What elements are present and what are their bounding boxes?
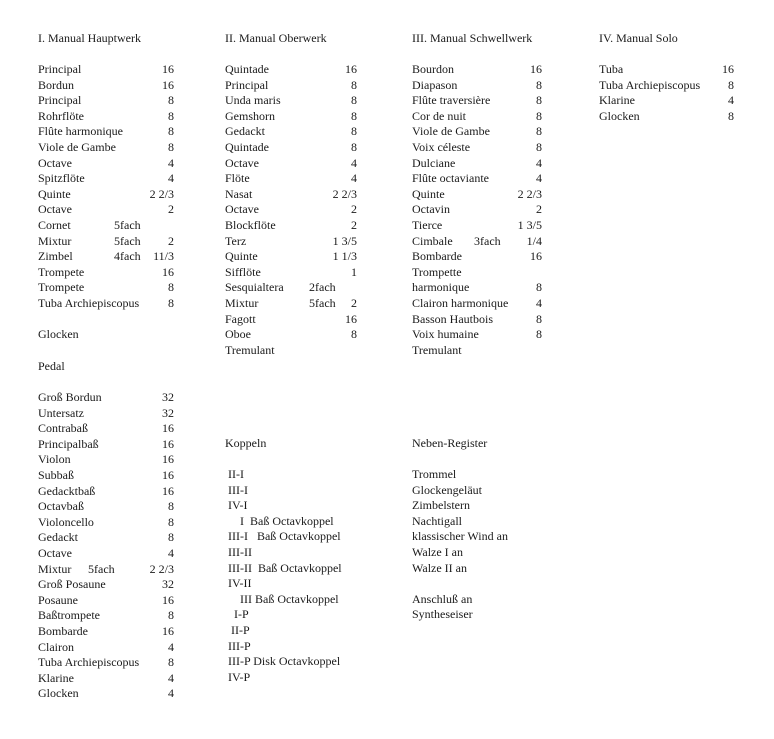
stop-size: 8 [728, 108, 734, 123]
stop-name: Mixtur [225, 295, 259, 310]
coupler-item-text: III-P [225, 638, 251, 653]
coupler-item-text: IV-II [225, 576, 252, 591]
stop-name: Unda maris [225, 93, 281, 108]
stop-mixture: 5fach [309, 295, 336, 310]
coupler-item-text: III-I Baß Octavkoppel [225, 529, 341, 544]
stop-name: Baßtrompete [38, 608, 100, 623]
auxiliary-register-item-text: Zimbelstern [412, 498, 470, 513]
stop-name: Fagott [225, 311, 256, 326]
stop-size: 2 [351, 217, 357, 232]
stop-name: Blockflöte [225, 217, 276, 232]
stop-mixture: 5fach [114, 233, 141, 248]
stop-size: 1 3/5 [517, 217, 542, 232]
stop-size: 2 2/3 [517, 186, 542, 201]
stop-size: 2 2/3 [149, 561, 174, 576]
stop-name: Basson Hautbois [412, 311, 493, 326]
auxiliary-register-item-text: Walze I an [412, 544, 463, 559]
stop-name: Violon [38, 452, 71, 467]
coupler-item-text: I Baß Octavkoppel [225, 513, 334, 528]
koppeln-title: Koppeln [225, 436, 267, 450]
auxiliary-register-item-text: Trommel [412, 467, 457, 481]
stop-name: Principal [38, 62, 82, 76]
stop-size: 8 [536, 327, 542, 342]
stop-name: Nasat [225, 186, 253, 201]
stop-name: Flöte [225, 171, 250, 186]
stop-size: 16 [162, 467, 174, 482]
solo-title: IV. Manual Solo [599, 31, 678, 45]
coupler-item-text: III-P Disk Octavkoppel [225, 654, 341, 669]
hauptwerk-title: I. Manual Hauptwerk [38, 31, 141, 45]
stop-name: Terz [225, 233, 247, 248]
stop-name: Tremulant [412, 342, 462, 357]
stop-size: 1 1/3 [332, 249, 357, 264]
stop-name: Voix humaine [412, 327, 479, 342]
auxiliary-register-item-text: Nachtigall [412, 513, 462, 528]
stop-size: 8 [168, 655, 174, 670]
stop-name: Contrabaß [38, 421, 88, 436]
stop-name: Mixtur [38, 233, 72, 248]
stop-size: 8 [536, 280, 542, 295]
stop-name: Octave [225, 155, 259, 170]
stop-size: 32 [162, 577, 174, 592]
stop-size: 16 [162, 483, 174, 498]
stop-size: 4 [536, 171, 542, 186]
coupler-item-text: II-I [225, 467, 244, 481]
stop-name: Octave [38, 155, 72, 170]
stop-name: Octavbaß [38, 499, 84, 514]
stop-name: Subbaß [38, 467, 74, 482]
stop-name: Zimbel [38, 249, 73, 264]
stop-size: 8 [168, 608, 174, 623]
auxiliary-register-item-text: Syntheseiser [412, 607, 473, 622]
stop-name: Glocken [599, 108, 640, 123]
stop-name: harmonique [412, 280, 470, 295]
coupler-item-text: I-P [225, 607, 249, 622]
coupler-item-text: II-P [225, 622, 250, 637]
stop-size: 8 [351, 108, 357, 123]
stop-name: Glocken [38, 686, 79, 701]
stop-mixture: 2fach [309, 280, 336, 295]
stop-mixture: 4fach [114, 249, 141, 264]
stop-size: 16 [345, 62, 357, 76]
stop-size: 4 [351, 155, 357, 170]
coupler-item-text: III-I [225, 482, 248, 497]
stop-size: 8 [351, 139, 357, 154]
stop-size: 8 [351, 124, 357, 139]
stop-size: 16 [162, 62, 174, 76]
stop-name: Gedacktbaß [38, 483, 96, 498]
stop-name: Groß Posaune [38, 577, 106, 592]
stop-size: 8 [536, 108, 542, 123]
stop-name: Flûte harmonique [38, 124, 123, 139]
stop-name: Cimbale [412, 233, 453, 248]
stop-size: 4 [168, 639, 174, 654]
stop-size: 2 [168, 233, 174, 248]
stop-name: Viole de Gambe [38, 139, 116, 154]
stop-name: Viole de Gambe [412, 124, 490, 139]
coupler-item-text: IV-P [225, 669, 251, 684]
stop-size: 8 [168, 108, 174, 123]
stop-size: 8 [168, 514, 174, 529]
stop-size: 4 [728, 93, 734, 108]
stop-name: Klarine [599, 93, 635, 108]
stop-size: 8 [536, 93, 542, 108]
stop-size: 4 [168, 686, 174, 701]
stop-name: Quintade [225, 139, 269, 154]
stop-size: 2 [536, 202, 542, 217]
stop-mixture: 5fach [88, 561, 115, 576]
stop-size: 32 [162, 405, 174, 420]
stop-size: 4 [536, 295, 542, 310]
stop-name: Tuba Archiepiscopus [38, 295, 140, 310]
stop-size: 8 [536, 311, 542, 326]
stop-size: 16 [530, 62, 542, 76]
stop-size: 4 [168, 545, 174, 560]
stop-size: 8 [351, 327, 357, 342]
stop-size: 2 [351, 295, 357, 310]
stop-size: 2 2/3 [332, 186, 357, 201]
neben-register-title: Neben-Register [412, 436, 488, 450]
stop-name: Clairon harmonique [412, 295, 509, 310]
stop-size: 16 [530, 249, 542, 264]
stop-name: Tremulant [225, 342, 275, 357]
stop-size: 16 [162, 421, 174, 436]
stop-size: 32 [162, 390, 174, 404]
stop-name: Dulciane [412, 155, 456, 170]
stop-name: Tierce [412, 217, 443, 232]
stop-name: Quinte [412, 186, 445, 201]
stop-size: 1/4 [526, 233, 542, 248]
stop-name: Flûte traversière [412, 93, 491, 108]
stop-name: Clairon [38, 639, 74, 654]
stop-name: Quinte [38, 186, 71, 201]
stop-size: 8 [168, 124, 174, 139]
stop-name: Tuba Archiepiscopus [599, 77, 701, 92]
stop-size: 8 [168, 93, 174, 108]
stop-size: 8 [351, 77, 357, 92]
pedal-title: Pedal [38, 359, 65, 373]
column-hauptwerk-pedal [38, 0, 178, 739]
stop-mixture: 5fach [114, 217, 141, 232]
stop-name: Principalbaß [38, 436, 99, 451]
stop-name: Trompete [38, 264, 85, 279]
hauptwerk-glocken: Glocken [38, 327, 79, 341]
stop-name: Sesquialtera [225, 280, 284, 295]
stop-name: Mixtur [38, 561, 72, 576]
stop-name: Bombarde [412, 249, 462, 264]
stop-name: Octave [38, 202, 72, 217]
stop-name: Groß Bordun [38, 390, 102, 404]
stop-name: Gedackt [38, 530, 78, 545]
stop-name: Octave [38, 545, 72, 560]
column-schwellwerk-neben [412, 0, 552, 739]
stop-size: 4 [168, 171, 174, 186]
stop-name: Trompette [412, 264, 462, 279]
auxiliary-register-item-text: Anschluß an [412, 591, 473, 606]
stop-name: Tuba [599, 62, 624, 76]
stop-name: Untersatz [38, 405, 84, 420]
stop-size: 8 [351, 93, 357, 108]
stop-name: Principal [225, 77, 269, 92]
stop-size: 11/3 [153, 249, 174, 264]
stop-size: 8 [536, 77, 542, 92]
coupler-item-text: IV-I [225, 498, 248, 513]
stop-size: 2 [168, 202, 174, 217]
stop-name: Spitzflöte [38, 171, 85, 186]
column-oberwerk-koppeln [225, 0, 365, 739]
stop-name: Principal [38, 93, 82, 108]
stop-size: 4 [536, 155, 542, 170]
stop-name: Quinte [225, 249, 258, 264]
stop-name: Rohrflöte [38, 108, 84, 123]
stop-size: 1 [351, 264, 357, 279]
stop-name: Flûte octaviante [412, 171, 489, 186]
stop-name: Cornet [38, 217, 71, 232]
stop-size: 1 3/5 [332, 233, 357, 248]
stop-name: Violoncello [38, 514, 94, 529]
stop-name: Diapason [412, 77, 458, 92]
stop-size: 8 [728, 77, 734, 92]
stop-name: Trompete [38, 280, 85, 295]
stop-name: Tuba Archiepiscopus [38, 655, 140, 670]
stop-size: 8 [168, 139, 174, 154]
stop-size: 4 [168, 155, 174, 170]
schwellwerk-title: III. Manual Schwellwerk [412, 31, 533, 45]
stop-size: 16 [162, 264, 174, 279]
stop-name: Octave [225, 202, 259, 217]
stop-name: Gemshorn [225, 108, 275, 123]
auxiliary-register-item-text: Walze II an [412, 560, 467, 575]
stop-name: Gedackt [225, 124, 265, 139]
stop-name: Posaune [38, 592, 78, 607]
stop-size: 4 [351, 171, 357, 186]
stop-name: Bombarde [38, 623, 88, 638]
stop-mixture: 3fach [474, 233, 501, 248]
stop-size: 16 [162, 452, 174, 467]
stop-size: 8 [168, 280, 174, 295]
auxiliary-register-item-text: Glockengeläut [412, 482, 482, 497]
stop-name: Klarine [38, 670, 74, 685]
stop-name: Bordun [38, 77, 74, 92]
coupler-item-text: III Baß Octavkoppel [225, 591, 339, 606]
stop-size: 2 [351, 202, 357, 217]
stop-name: Octavin [412, 202, 450, 217]
stop-name: Cor de nuit [412, 108, 466, 123]
stop-size: 16 [162, 436, 174, 451]
auxiliary-register-item-text: klassischer Wind an [412, 529, 508, 544]
column-solo [599, 0, 739, 739]
stop-name: Voix céleste [412, 139, 471, 154]
stop-size: 8 [168, 530, 174, 545]
stop-name: Oboe [225, 327, 251, 342]
stop-size: 16 [162, 623, 174, 638]
stop-size: 8 [536, 139, 542, 154]
oberwerk-title: II. Manual Oberwerk [225, 31, 327, 45]
stop-size: 8 [168, 499, 174, 514]
stop-size: 16 [722, 62, 734, 76]
stop-size: 8 [168, 295, 174, 310]
stop-size: 16 [345, 311, 357, 326]
stop-size: 4 [168, 670, 174, 685]
stop-size: 16 [162, 77, 174, 92]
coupler-item-text: III-II [225, 544, 252, 559]
stop-name: Sifflöte [225, 264, 261, 279]
stop-size: 2 2/3 [149, 186, 174, 201]
stop-size: 16 [162, 592, 174, 607]
stop-size: 8 [536, 124, 542, 139]
stop-name: Bourdon [412, 62, 454, 76]
stop-name: Quintade [225, 62, 269, 76]
coupler-item-text: III-II Baß Octavkoppel [225, 560, 342, 575]
